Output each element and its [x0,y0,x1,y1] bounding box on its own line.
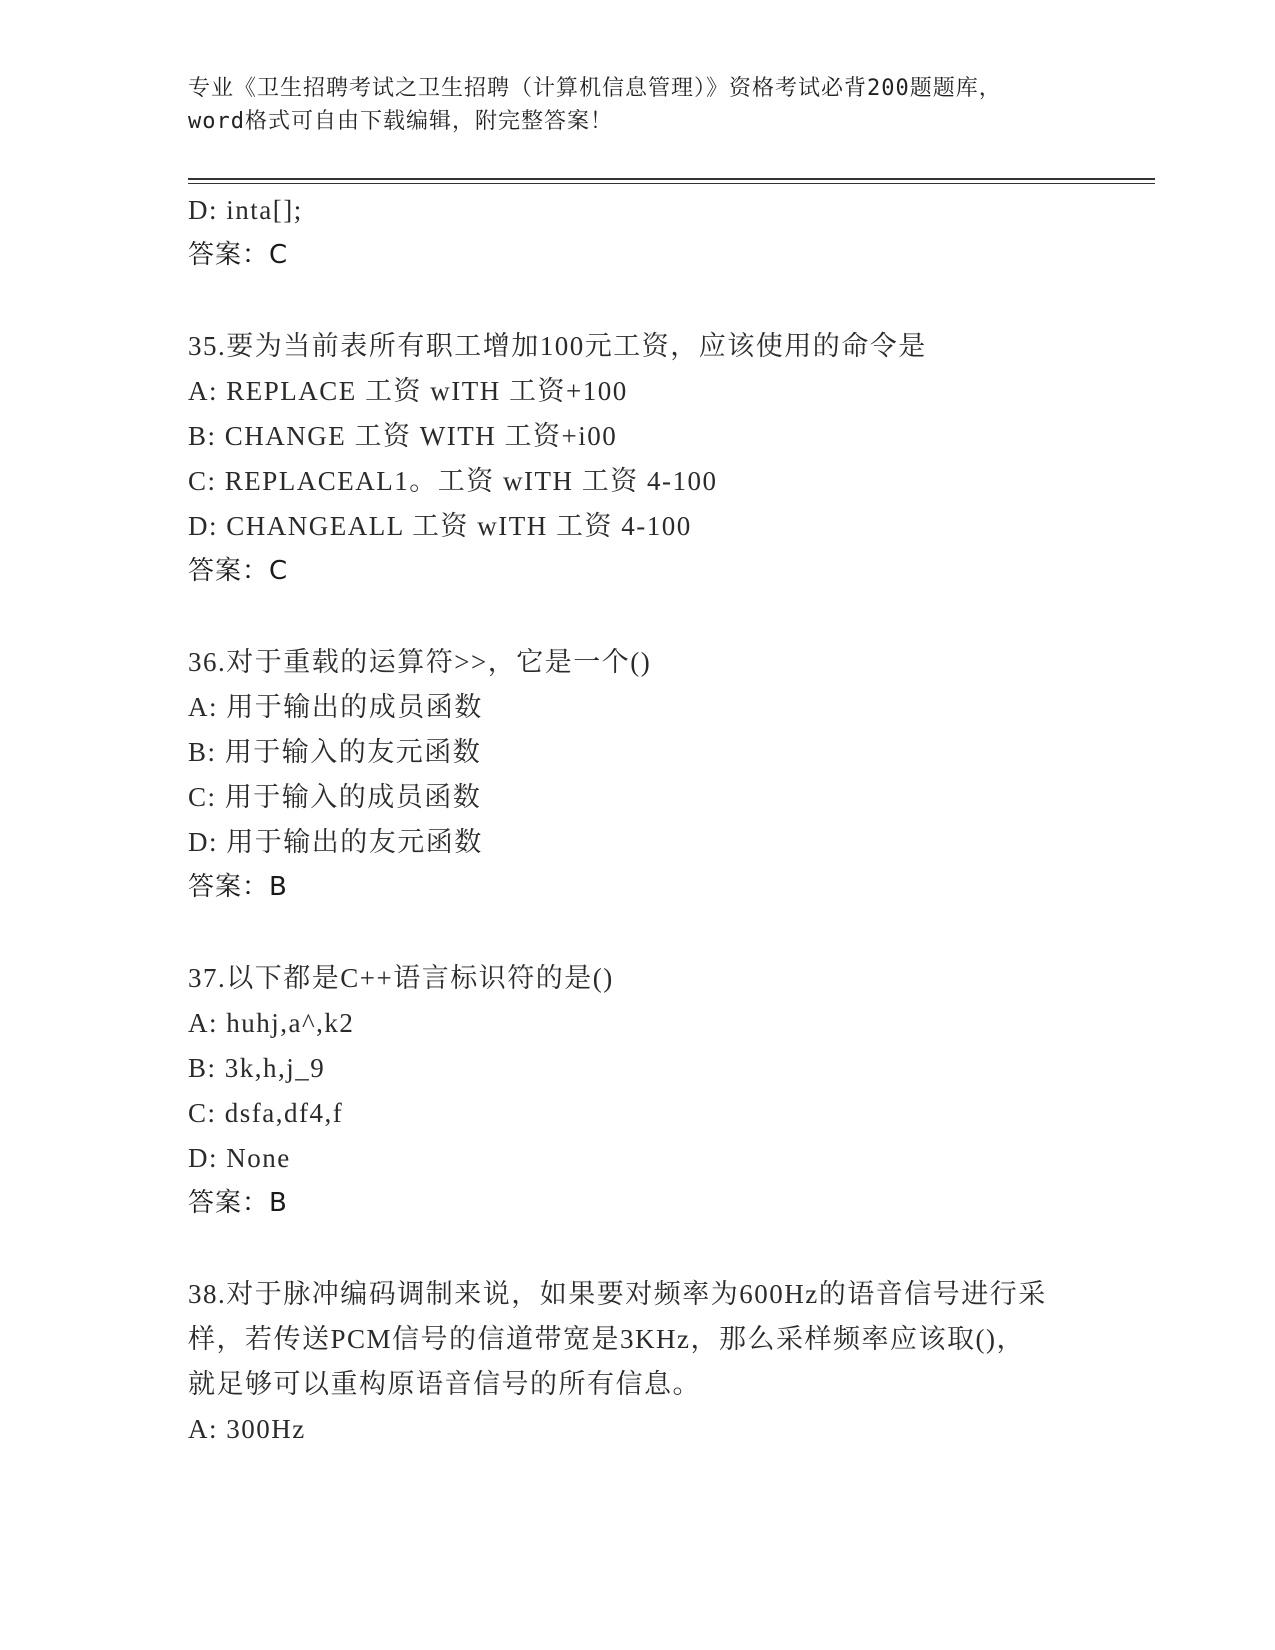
option-c: C: REPLACEAL1。工资 wITH 工资 4-100 [188,466,718,496]
header-rule-thin [188,183,1155,184]
option-b: B: 用于输入的友元函数 [188,737,482,767]
option-d: D: CHANGEALL 工资 wITH 工资 4-100 [188,511,692,541]
option-a: A: 用于输出的成员函数 [188,692,483,722]
header-title-line-1: 专业《卫生招聘考试之卫生招聘（计算机信息管理）》资格考试必背200题题库， [188,76,1002,101]
option-d: D: 用于输出的友元函数 [188,827,483,857]
option-a: A: 300Hz [188,1414,306,1444]
spacer [188,910,1088,956]
option-b: B: CHANGE 工资 WITH 工资+i00 [188,421,618,451]
header-title-line-2: word格式可自由下载编辑，附完整答案！ [188,109,613,134]
question-block-38 [188,1272,1088,1452]
option-a: A: huhj,a^,k2 [188,1008,355,1038]
question-stem: 38.对于脉冲编码调制来说，如果要对频率为600Hz的语音信号进行采样，若传送PCM信号的信道带宽是3KHz，那么采样频率应该取()，就足够可以重构原语音信号的所有信息。 [188,1279,1047,1399]
question-stem: 37.以下都是C++语言标识符的是() [188,963,614,993]
option-c: C: dsfa,df4,f [188,1098,344,1128]
question-block-37 [188,956,1088,1226]
answer-line: 答案：B [188,1188,288,1218]
answer-line: 答案：C [188,240,289,270]
answer-line: 答案：C [188,556,289,586]
answer-line: 答案：B [188,872,288,902]
question-stem: 36.对于重载的运算符>>，它是一个() [188,647,652,677]
option-b: B: 3k,h,j_9 [188,1053,326,1083]
option-c: C: 用于输入的成员函数 [188,782,482,812]
spacer [188,594,1088,640]
question-block-35 [188,324,1088,594]
question-stem: 35.要为当前表所有职工增加100元工资，应该使用的命令是 [188,331,927,361]
page-header [188,72,1088,138]
spacer [188,1226,1088,1272]
question-block-36 [188,640,1088,910]
question-block-carryover [188,188,1088,278]
question-list [188,188,1088,1452]
spacer [188,278,1088,324]
option-d: D: inta[]; [188,195,303,225]
option-d: D: None [188,1143,291,1173]
header-rule-thick [188,178,1155,180]
option-a: A: REPLACE 工资 wITH 工资+100 [188,376,628,406]
